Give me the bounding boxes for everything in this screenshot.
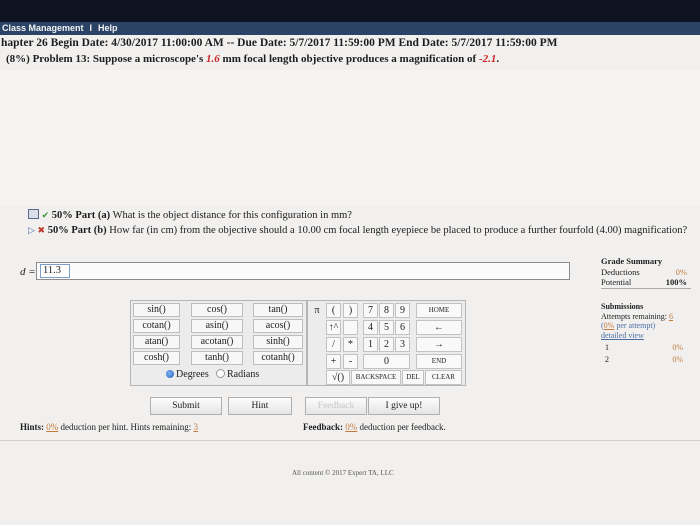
key-cotanh[interactable]: cotanh()	[253, 351, 303, 365]
per-attempt: (0% per attempt)	[601, 321, 656, 330]
radio-empty-icon[interactable]	[216, 369, 225, 378]
key-tan[interactable]: tan()	[253, 303, 303, 317]
feedback-button[interactable]: Feedback	[305, 397, 367, 415]
feedback-info	[303, 422, 446, 432]
key-cosh[interactable]: cosh()	[133, 351, 180, 365]
assignment-dates: hapter 26 Begin Date: 4/30/2017 11:00:00 AM -- Due Date: 5/7/2017 11:59:00 PM End Date: 5/7/2017 11:59:00 PM	[1, 37, 558, 49]
feedback-text: deduction per feedback.	[357, 422, 446, 432]
answer-variable: d =	[20, 266, 36, 278]
focal-length-value: 1.6	[206, 53, 220, 65]
menu-separator: I	[89, 23, 93, 33]
attempts-remaining	[601, 312, 693, 322]
key-del[interactable]: DEL	[402, 370, 424, 385]
key-3[interactable]: 3	[395, 337, 410, 352]
give-up-button[interactable]: I give up!	[368, 397, 440, 415]
feedback-label: Feedback:	[303, 422, 343, 432]
menu-bar	[0, 22, 700, 35]
key-tanh[interactable]: tanh()	[191, 351, 243, 365]
key-sinh[interactable]: sinh()	[253, 335, 303, 349]
hints-pct: 0%	[46, 422, 59, 432]
grade-summary	[601, 256, 691, 289]
key-pi[interactable]: π	[314, 305, 320, 316]
problem-middle: mm focal length objective produces a magnification of	[219, 53, 479, 65]
key-minus[interactable]: -	[343, 354, 358, 369]
key-0[interactable]: 0	[363, 354, 410, 369]
key-6[interactable]: 6	[395, 320, 410, 335]
key-2[interactable]: 2	[379, 337, 394, 352]
per-attempt-text: per attempt)	[614, 321, 656, 330]
submission-value: 0%	[672, 343, 683, 352]
part-box-icon	[28, 209, 39, 219]
key-power[interactable]: ↑^	[326, 320, 341, 335]
submissions-title: Submissions	[601, 302, 644, 311]
cross-icon: ✖	[37, 226, 46, 236]
key-rparen[interactable]: )	[343, 303, 358, 318]
submission-number: 2	[605, 355, 609, 364]
key-divide[interactable]: /	[326, 337, 341, 352]
potential-label: Potential	[601, 277, 632, 287]
feedback-pct: 0%	[345, 422, 358, 432]
potential-row	[601, 277, 691, 289]
submission-number: 1	[605, 343, 609, 352]
submissions-panel	[601, 302, 693, 367]
attempts-label: Attempts remaining:	[601, 311, 669, 321]
hints-label: Hints:	[20, 422, 45, 432]
key-left-arrow[interactable]: ←	[416, 320, 462, 335]
check-icon: ✔	[41, 211, 50, 221]
key-caret-spacer	[343, 320, 358, 335]
part-a-question: What is the object distance for this configuration in mm?	[112, 210, 352, 221]
key-acotan[interactable]: acotan()	[191, 335, 243, 349]
part-a-label: 50% Part (a)	[51, 210, 111, 221]
expand-arrow-icon[interactable]: ▷	[28, 226, 35, 236]
radians-label: Radians	[227, 369, 260, 380]
radio-selected-icon[interactable]	[166, 370, 174, 378]
part-a[interactable]	[28, 209, 352, 221]
deductions-label: Deductions	[601, 266, 640, 277]
key-7[interactable]: 7	[363, 303, 378, 318]
figure-area	[0, 70, 700, 205]
answer-input-box[interactable]	[36, 262, 570, 280]
submission-row	[601, 355, 693, 367]
per-attempt-pct: 0%	[603, 321, 615, 330]
deductions-value: 0%	[675, 266, 687, 277]
key-5[interactable]: 5	[379, 320, 394, 335]
key-clear[interactable]: CLEAR	[425, 370, 462, 385]
hints-remaining: 3	[193, 422, 198, 432]
key-9[interactable]: 9	[395, 303, 410, 318]
submission-row	[601, 343, 693, 355]
problem-end: .	[496, 53, 500, 65]
key-plus[interactable]: +	[326, 354, 341, 369]
keypad	[307, 300, 466, 386]
key-sqrt[interactable]: √()	[326, 370, 350, 385]
key-right-arrow[interactable]: →	[416, 337, 462, 352]
answer-input[interactable]: 11.3	[40, 264, 70, 278]
part-b-label: 50% Part (b)	[47, 225, 107, 236]
key-atan[interactable]: atan()	[133, 335, 180, 349]
copyright: All content © 2017 Expert TA, LLC	[292, 469, 394, 477]
key-cotan[interactable]: cotan()	[133, 319, 180, 333]
attempts-value: 6	[669, 311, 673, 321]
key-multiply[interactable]: *	[343, 337, 358, 352]
key-8[interactable]: 8	[379, 303, 394, 318]
key-cos[interactable]: cos()	[191, 303, 243, 317]
key-4[interactable]: 4	[363, 320, 378, 335]
radians-option[interactable]	[216, 369, 259, 380]
detailed-view-link[interactable]: detailed view	[601, 330, 644, 340]
hints-info	[20, 422, 198, 432]
key-sin[interactable]: sin()	[133, 303, 180, 317]
key-backspace[interactable]: BACKSPACE	[351, 370, 401, 385]
problem-statement	[6, 53, 696, 65]
degrees-option[interactable]	[166, 369, 209, 380]
problem-prefix: (8%) Problem 13: Suppose a microscope's	[6, 53, 207, 65]
key-acos[interactable]: acos()	[253, 319, 303, 333]
divider	[0, 440, 700, 441]
submit-button[interactable]: Submit	[150, 397, 222, 415]
potential-value: 100%	[665, 277, 687, 287]
hints-text: deduction per hint. Hints remaining:	[58, 422, 194, 432]
degrees-label: Degrees	[176, 369, 209, 380]
menu-class-management[interactable]: Class Management	[2, 23, 84, 33]
hint-button[interactable]: Hint	[228, 397, 292, 415]
deductions-row	[601, 267, 691, 278]
key-lparen[interactable]: (	[326, 303, 341, 318]
part-b[interactable]	[28, 224, 688, 238]
part-b-question: How far (in cm) from the objective should a 10.00 cm focal length eyepiece be placed to produce a further fourfold (4.00) magnification?	[109, 225, 688, 236]
submission-value: 0%	[672, 355, 683, 364]
menu-help[interactable]: Help	[98, 23, 118, 33]
function-keys	[130, 300, 307, 386]
grade-summary-title: Grade Summary	[601, 256, 663, 266]
magnification-value: -2.1	[478, 53, 497, 65]
key-home[interactable]: HOME	[416, 303, 462, 318]
key-1[interactable]: 1	[363, 337, 378, 352]
key-end[interactable]: END	[416, 354, 462, 369]
key-asin[interactable]: asin()	[191, 319, 243, 333]
